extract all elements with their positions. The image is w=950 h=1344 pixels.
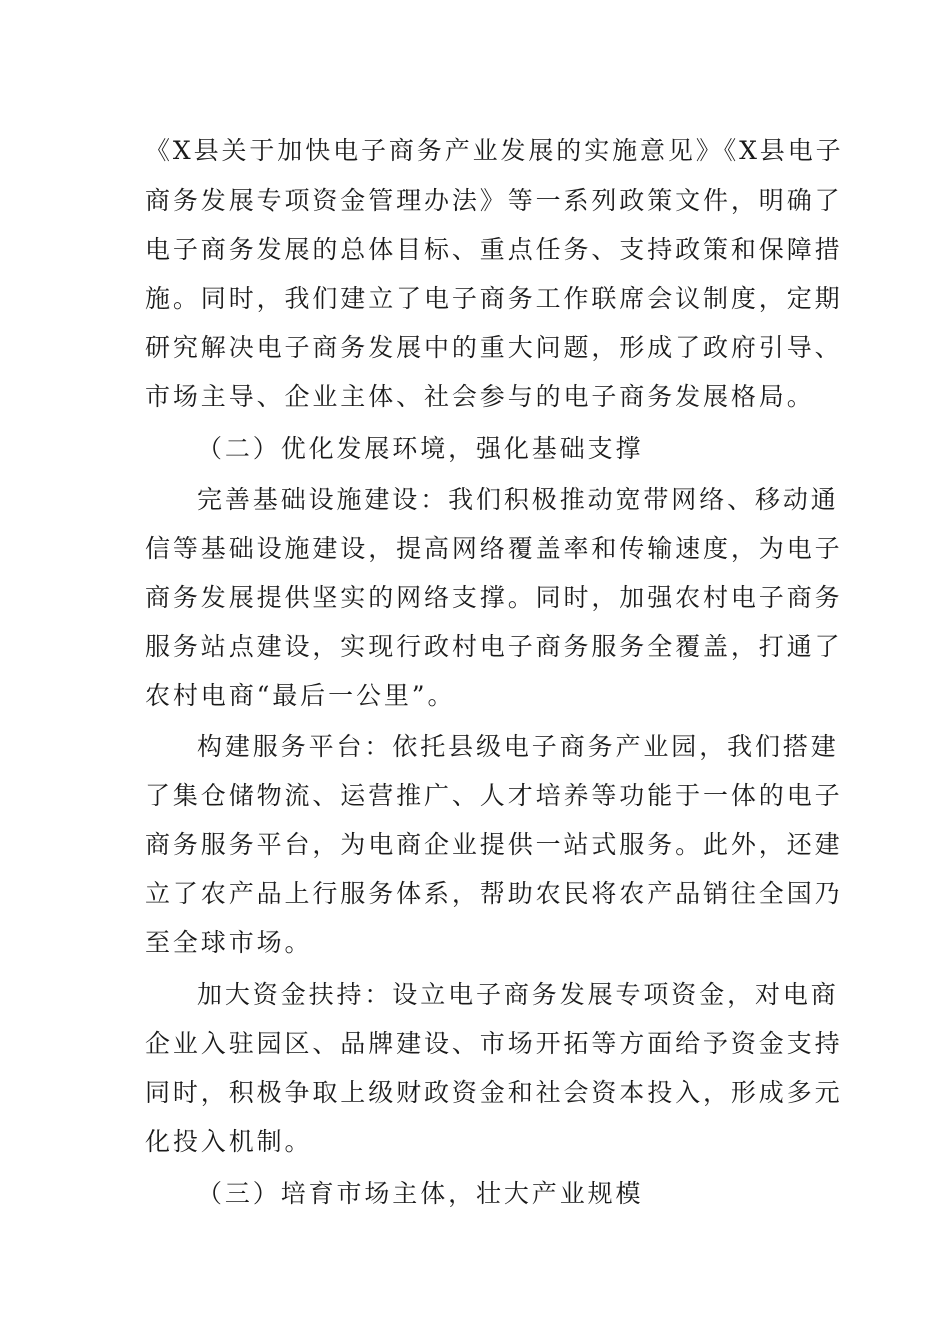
paragraph-line: 《X县关于加快电子商务产业发展的实施意见》《X县电子 bbox=[145, 136, 844, 165]
paragraph-line: 企业入驻园区、品牌建设、市场开拓等方面给予资金支持 bbox=[145, 1029, 843, 1058]
paragraph-line: 市场主导、企业主体、社会参与的电子商务发展格局。 bbox=[145, 382, 815, 411]
paragraph-line: 了集仓储物流、运营推广、人才培养等功能于一体的电子 bbox=[145, 781, 843, 810]
paragraph-line: 信等基础设施建设，提高网络覆盖率和传输速度，为电子 bbox=[145, 534, 843, 563]
paragraph-line: 施。同时，我们建立了电子商务工作联席会议制度，定期 bbox=[145, 284, 843, 313]
paragraph-line: 商务服务平台，为电商企业提供一站式服务。此外，还建 bbox=[145, 830, 843, 859]
section-heading: （二）优化发展环境，强化基础支撑 bbox=[197, 434, 644, 463]
section-heading: （三）培育市场主体，壮大产业规模 bbox=[197, 1179, 644, 1208]
paragraph-line: 同时，积极争取上级财政资金和社会资本投入，形成多元 bbox=[145, 1078, 843, 1107]
paragraph-line: 至全球市场。 bbox=[145, 928, 313, 957]
paragraph-line: 完善基础设施建设：我们积极推动宽带网络、移动通 bbox=[197, 485, 839, 514]
paragraph-line: 商务发展专项资金管理办法》等一系列政策文件，明确了 bbox=[145, 186, 843, 215]
paragraph-line: 农村电商“最后一公里”。 bbox=[145, 681, 456, 710]
paragraph-line: 化投入机制。 bbox=[145, 1127, 313, 1156]
paragraph-line: 商务发展提供坚实的网络支撑。同时，加强农村电子商务 bbox=[145, 583, 843, 612]
paragraph-line: 电子商务发展的总体目标、重点任务、支持政策和保障措 bbox=[145, 235, 843, 264]
paragraph-line: 加大资金扶持：设立电子商务发展专项资金，对电商 bbox=[197, 980, 839, 1009]
paragraph-line: 构建服务平台：依托县级电子商务产业园，我们搭建 bbox=[197, 732, 839, 761]
paragraph-line: 服务站点建设，实现行政村电子商务服务全覆盖，打通了 bbox=[145, 632, 843, 661]
paragraph-line: 研究解决电子商务发展中的重大问题，形成了政府引导、 bbox=[145, 333, 843, 362]
paragraph-line: 立了农产品上行服务体系，帮助农民将农产品销往全国乃 bbox=[145, 879, 843, 908]
